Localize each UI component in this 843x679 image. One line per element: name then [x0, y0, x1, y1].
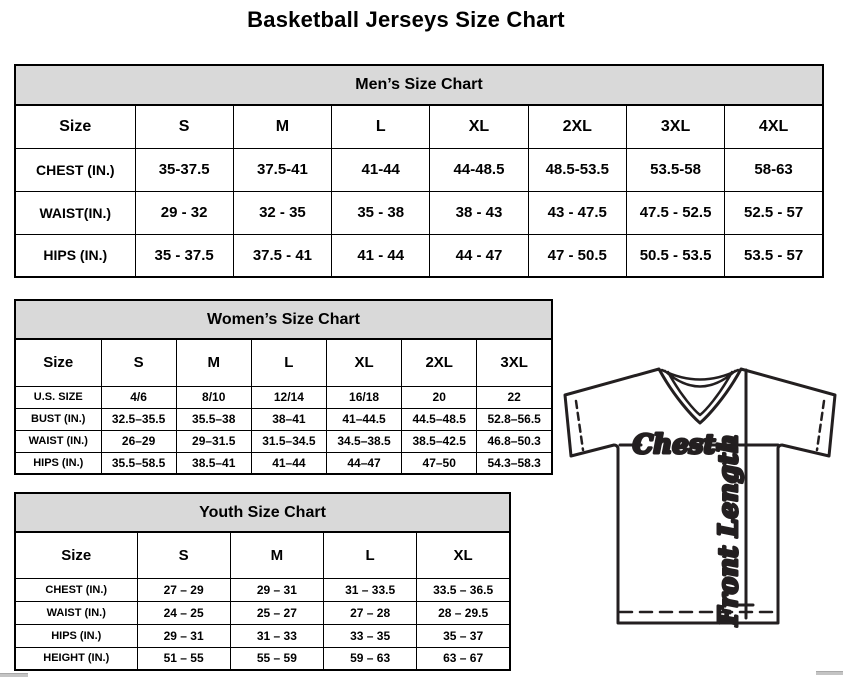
- youth-cell: 27 – 29: [137, 578, 230, 601]
- youth-cell: 29 – 31: [230, 578, 323, 601]
- sleeve-cuff-dashed-line-left: [576, 401, 583, 450]
- womens-cell: 54.3–58.3: [477, 452, 552, 474]
- mens-cell: 35 - 38: [332, 191, 430, 234]
- womens-row-label: BUST (IN.): [15, 408, 101, 430]
- mens-column-header: 3XL: [626, 105, 724, 148]
- youth-cell: 24 – 25: [137, 601, 230, 624]
- mens-column-header: Size: [15, 105, 135, 148]
- womens-column-header: Size: [15, 339, 101, 386]
- mens-cell: 48.5-53.5: [528, 148, 626, 191]
- youth-column-header: M: [230, 532, 323, 578]
- youth-row-label: CHEST (IN.): [15, 578, 137, 601]
- womens-row: [15, 386, 552, 408]
- youth-row: [15, 647, 510, 670]
- mens-cell: 35 - 37.5: [135, 234, 233, 277]
- mens-size-chart-table: [14, 64, 824, 278]
- mens-column-header: 2XL: [528, 105, 626, 148]
- womens-cell: 20: [402, 386, 477, 408]
- womens-column-header: 2XL: [402, 339, 477, 386]
- womens-cell: 8/10: [176, 386, 251, 408]
- mens-cell: 29 - 32: [135, 191, 233, 234]
- womens-column-header: M: [176, 339, 251, 386]
- youth-table-title: Youth Size Chart: [15, 493, 510, 532]
- youth-cell: 31 – 33: [230, 624, 323, 647]
- mens-cell: 44 - 47: [430, 234, 528, 277]
- womens-cell: 52.8–56.5: [477, 408, 552, 430]
- womens-column-header: L: [251, 339, 326, 386]
- horizontal-scrollbar-fragment-left[interactable]: [0, 673, 28, 677]
- youth-cell: 28 – 29.5: [417, 601, 510, 624]
- youth-row-label: HEIGHT (IN.): [15, 647, 137, 670]
- womens-cell: 41–44.5: [326, 408, 401, 430]
- womens-cell: 46.8–50.3: [477, 430, 552, 452]
- youth-cell: 31 – 33.5: [324, 578, 417, 601]
- youth-cell: 55 – 59: [230, 647, 323, 670]
- jersey-outline: [565, 369, 835, 623]
- mens-table-title: Men’s Size Chart: [15, 65, 823, 105]
- womens-cell: 26–29: [101, 430, 176, 452]
- youth-row: [15, 601, 510, 624]
- youth-cell: 29 – 31: [137, 624, 230, 647]
- youth-cell: 59 – 63: [324, 647, 417, 670]
- mens-cell: 32 - 35: [233, 191, 331, 234]
- youth-size-chart-table: [14, 492, 511, 671]
- womens-column-header: 3XL: [477, 339, 552, 386]
- youth-cell: 63 – 67: [417, 647, 510, 670]
- chest-label: Chest: [632, 430, 716, 460]
- womens-size-chart-table: [14, 299, 553, 475]
- youth-cell: 33.5 – 36.5: [417, 578, 510, 601]
- youth-column-header: Size: [15, 532, 137, 578]
- womens-cell: 35.5–38: [176, 408, 251, 430]
- womens-cell: 16/18: [326, 386, 401, 408]
- youth-row-label: WAIST (IN.): [15, 601, 137, 624]
- youth-row-label: HIPS (IN.): [15, 624, 137, 647]
- mens-cell: 43 - 47.5: [528, 191, 626, 234]
- mens-row-label: WAIST(IN.): [15, 191, 135, 234]
- mens-cell: 37.5 - 41: [233, 234, 331, 277]
- mens-column-header: M: [233, 105, 331, 148]
- jersey-measurement-diagram: [556, 355, 843, 635]
- mens-cell: 41-44: [332, 148, 430, 191]
- mens-row-label: CHEST (IN.): [15, 148, 135, 191]
- mens-cell: 41 - 44: [332, 234, 430, 277]
- youth-cell: 27 – 28: [324, 601, 417, 624]
- mens-cell: 47.5 - 52.5: [626, 191, 724, 234]
- mens-cell: 50.5 - 53.5: [626, 234, 724, 277]
- womens-row-label: WAIST (IN.): [15, 430, 101, 452]
- womens-row: [15, 452, 552, 474]
- mens-cell: 53.5 - 57: [725, 234, 823, 277]
- womens-cell: 32.5–35.5: [101, 408, 176, 430]
- womens-cell: 38.5–41: [176, 452, 251, 474]
- youth-cell: 25 – 27: [230, 601, 323, 624]
- womens-cell: 31.5–34.5: [251, 430, 326, 452]
- youth-cell: 33 – 35: [324, 624, 417, 647]
- mens-cell: 58-63: [725, 148, 823, 191]
- womens-row: [15, 430, 552, 452]
- womens-table-title: Women’s Size Chart: [15, 300, 552, 339]
- sleeve-cuff-dashed-line-right: [817, 401, 824, 450]
- womens-row: [15, 408, 552, 430]
- mens-cell: 44-48.5: [430, 148, 528, 191]
- womens-cell: 44–47: [326, 452, 401, 474]
- womens-row-label: HIPS (IN.): [15, 452, 101, 474]
- womens-cell: 35.5–58.5: [101, 452, 176, 474]
- front-length-label: Front Length: [714, 434, 744, 626]
- youth-row: [15, 578, 510, 601]
- womens-cell: 22: [477, 386, 552, 408]
- youth-cell: 51 – 55: [137, 647, 230, 670]
- mens-column-header: XL: [430, 105, 528, 148]
- mens-column-header: 4XL: [725, 105, 823, 148]
- horizontal-scrollbar-fragment-right[interactable]: [816, 671, 843, 675]
- youth-column-header: XL: [417, 532, 510, 578]
- womens-cell: 47–50: [402, 452, 477, 474]
- womens-cell: 38.5–42.5: [402, 430, 477, 452]
- mens-row: [15, 234, 823, 277]
- mens-cell: 38 - 43: [430, 191, 528, 234]
- youth-row: [15, 624, 510, 647]
- womens-cell: 29–31.5: [176, 430, 251, 452]
- mens-row-label: HIPS (IN.): [15, 234, 135, 277]
- mens-column-header: S: [135, 105, 233, 148]
- mens-cell: 52.5 - 57: [725, 191, 823, 234]
- womens-row-label: U.S. SIZE: [15, 386, 101, 408]
- womens-cell: 44.5–48.5: [402, 408, 477, 430]
- mens-cell: 35-37.5: [135, 148, 233, 191]
- youth-cell: 35 – 37: [417, 624, 510, 647]
- womens-cell: 41–44: [251, 452, 326, 474]
- womens-column-header: XL: [326, 339, 401, 386]
- page-title: Basketball Jerseys Size Chart: [247, 7, 565, 32]
- womens-cell: 4/6: [101, 386, 176, 408]
- youth-column-header: L: [324, 532, 417, 578]
- mens-cell: 53.5-58: [626, 148, 724, 191]
- mens-row: [15, 191, 823, 234]
- womens-cell: 12/14: [251, 386, 326, 408]
- youth-column-header: S: [137, 532, 230, 578]
- mens-cell: 37.5-41: [233, 148, 331, 191]
- mens-cell: 47 - 50.5: [528, 234, 626, 277]
- mens-row: [15, 148, 823, 191]
- womens-column-header: S: [101, 339, 176, 386]
- mens-column-header: L: [332, 105, 430, 148]
- womens-cell: 38–41: [251, 408, 326, 430]
- womens-cell: 34.5–38.5: [326, 430, 401, 452]
